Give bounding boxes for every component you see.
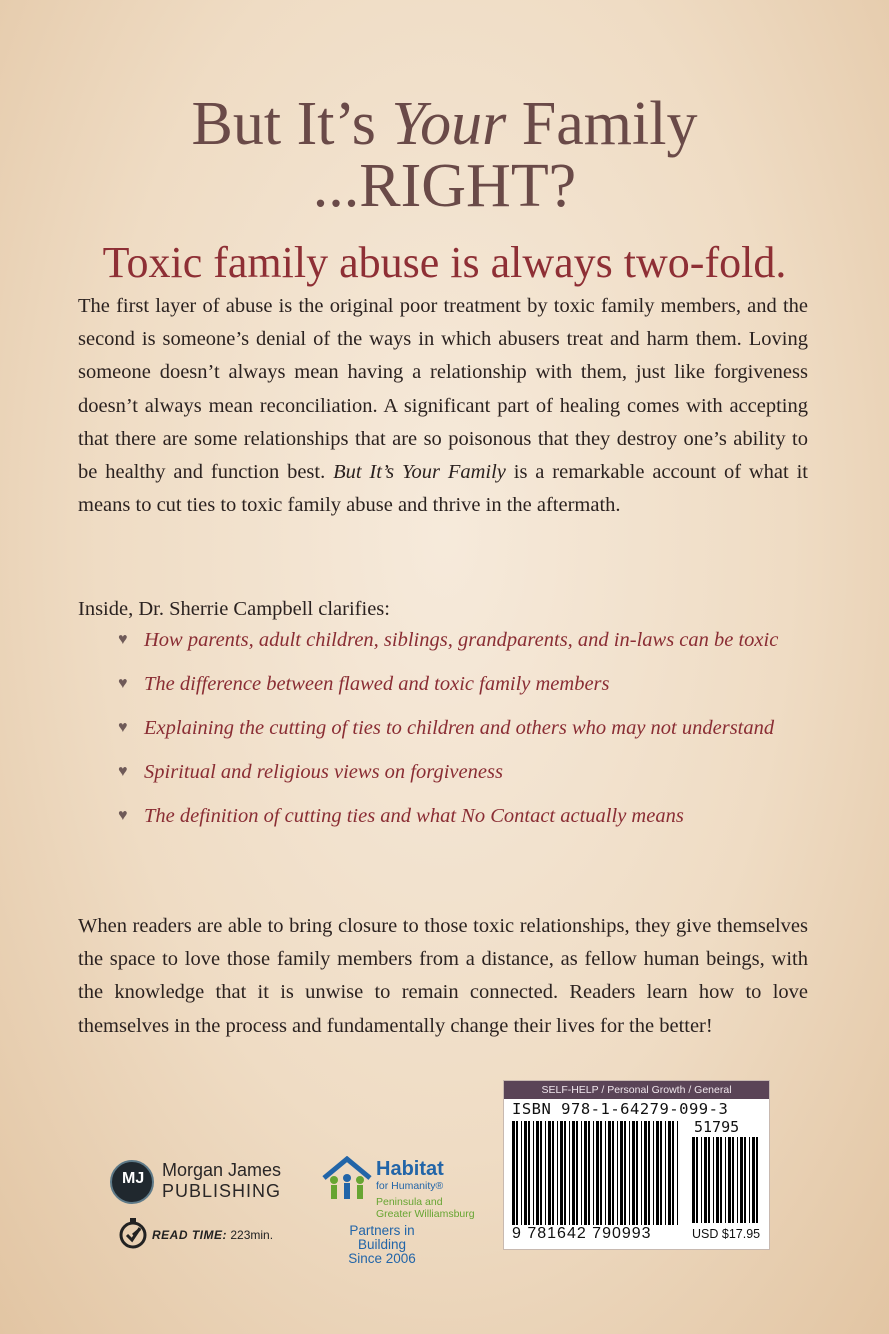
- list-item: ♥ Spiritual and religious views on forgiveness: [118, 756, 818, 788]
- bullet-list: [118, 624, 818, 844]
- book-title-italic: But It’s Your Family: [333, 461, 506, 484]
- habitat-name: Habitat: [376, 1158, 444, 1180]
- habitat-house-icon: [320, 1156, 374, 1202]
- description-paragraph: The first layer of abuse is the original poor treatment by toxic family members, and the second is someone’s denial of the ways in which abusers treat and harm them. Loving someone doesn’t always mean having a relationship with them, just like forgiveness doesn’t always mean reconciliation. A significant part of healing comes with accepting that there are some relationships that are so poisonous that they destroy one’s ability to be healthy and function best. But It’s Your Family is a remarkable account of what it means to cut ties to toxic family abuse and thrive in the aftermath.: [78, 295, 808, 517]
- book-title-line1: But It’s Your Family: [191, 90, 698, 158]
- heart-icon: ♥: [118, 807, 128, 824]
- isbn-barcode-icon: [512, 1121, 682, 1225]
- heart-icon: ♥: [118, 675, 128, 692]
- publisher-initials: MJ: [122, 1170, 145, 1187]
- publisher-name: Morgan James PUBLISHING: [162, 1160, 282, 1201]
- barcode-number: 9 781642 790993: [512, 1225, 652, 1242]
- price-label: USD $17.95: [692, 1227, 761, 1241]
- habitat-region: Peninsula and Greater Williamsburg: [376, 1196, 475, 1220]
- closing-paragraph: When readers are able to bring closure to those toxic relationships, they give themselves the space to love those family members from a distance, as fellow human beings, with the knowledge that it is unwise to remain connected. Readers learn how to love themselves in the process and fundamentally change their lives for the better!: [78, 915, 808, 1037]
- price-code: 51795: [694, 1118, 740, 1136]
- bullet-intro: Inside, Dr. Sherrie Campbell clarifies:: [78, 598, 390, 620]
- heart-icon: ♥: [118, 763, 128, 780]
- category-band: SELF-HELP / Personal Growth / General: [504, 1081, 769, 1099]
- heart-icon: ♥: [118, 719, 128, 736]
- list-item: ♥ Explaining the cutting of ties to children and others who may not understand: [118, 712, 818, 744]
- list-item: ♥ The definition of cutting ties and what No Contact actually means: [118, 800, 818, 832]
- book-title-line2: ...RIGHT?: [312, 152, 577, 220]
- price-barcode-icon: [692, 1137, 762, 1223]
- list-item: ♥ How parents, adult children, siblings, grandparents, and in-laws can be toxic: [118, 624, 818, 656]
- heart-icon: ♥: [118, 631, 128, 648]
- habitat-subtitle: for Humanity®: [376, 1180, 444, 1192]
- barcode-box: [503, 1080, 770, 1250]
- habitat-partners: Partners in Building Since 2006: [348, 1223, 416, 1266]
- subheading: Toxic family abuse is always two-fold.: [102, 238, 787, 287]
- list-item: ♥ The difference between flawed and toxic family members: [118, 668, 818, 700]
- isbn-text: ISBN 978-1-64279-099-3: [512, 1100, 729, 1118]
- stopwatch-icon: [118, 1216, 148, 1250]
- read-time: READ TIME: 223min.: [152, 1228, 274, 1242]
